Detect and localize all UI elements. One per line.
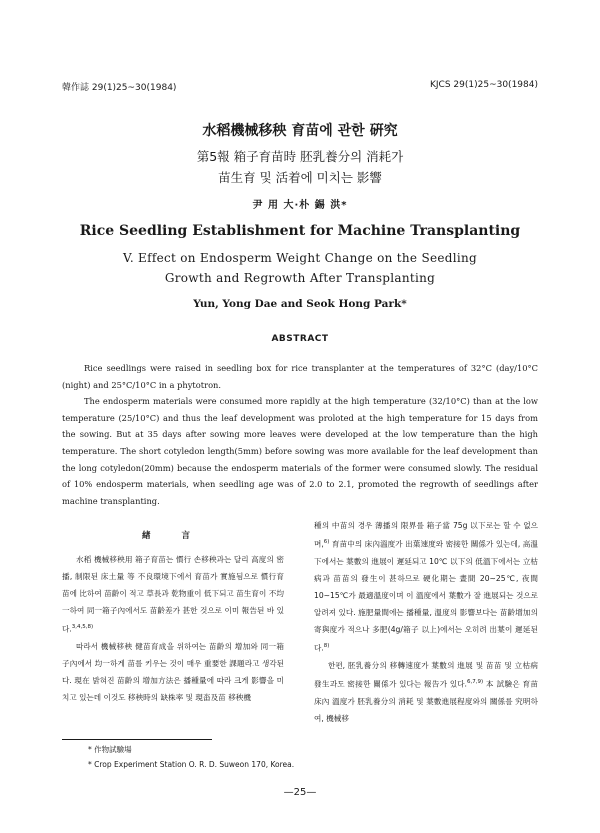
- intro-paragraph-4: [314, 657, 538, 727]
- abstract-body: [62, 360, 538, 509]
- authors-korean: 尹 用 大·朴 錫 洪*: [252, 200, 348, 211]
- intro-paragraph-1-text: 水稻 機械移秧用 箱子育苗는 慣行 손移秧과는 달리 高度의 密播, 制限된 床土量 等 不良環境下에서 育苗가 實施됨으로 慣行育苗에 比하여 苗齡이 적고 草長과 乾物重이 低下되고 苗生育이 不均一하여 同一箱子內에서도 苗齡差가 甚한 것으로 이미 報告된 바 있다.: [62, 555, 284, 634]
- footnote-affiliation-ko: * 作物試驗場: [88, 745, 132, 754]
- intro-left-column: [62, 528, 284, 706]
- title-english-line2: V. Effect on Endosperm Weight Change on the Seedling: [122, 251, 478, 265]
- intro-right-column: [314, 517, 538, 727]
- ref-superscript: 8): [323, 643, 330, 650]
- title-korean-line2: 第5報 箱子育苗時 胚乳養分의 消耗가: [196, 149, 404, 164]
- intro-paragraph-2: 따라서 機械移秧 健苗育成을 위하여는 苗齡의 增加와 同一箱子內에서 均一하게 苗를 키우는 것이 매우 重要한 課題라고 생각된다. 現在 밝혀진 苗齡의 增加方法은 播種量에 따라 크게 影響을 미치고 있는데 이것도 移秧時의 缺株率 및 現畓及苗 移秧機: [62, 642, 284, 703]
- intro-paragraph-3-text-b: 育苗中의 床內溫度가 出葉速度와 密接한 關係가 있는데, 高溫下에서는 葉數의 進展이 遲延되고 10℃ 以下의 低溫下에서는 立枯病과 苗苗의 發生이 甚하므로 硬化期는 晝間 20~25℃, 夜間 10~15℃가 最適溫度이며 이 溫度에서 葉數가 잘 進展되는 것으로 알려져 있다. 施肥量間에는 播種量, 溫度의 影響보다는 苗齡增加의 寄與度가 적으나 多肥(4g/箱子 以上)에서는 오히려 出葉이 遲延된다.: [314, 539, 538, 653]
- title-english-line1: Rice Seedling Establishment for Machine Transplanting: [79, 223, 521, 239]
- page-number: —25—: [283, 787, 317, 798]
- abstract-paragraph-2: The endosperm materials were consumed more rapidly at the high temperature (32/10°C) than at the low temperature (25/10°C) and thus the leaf development was proloted at the high temperature for 15 days from the sowing. But at 35 days after sowing more leaves were developed at the low temperature than the high temperature. The short cotyledon length(5mm) before sowing was more available for the leaf development than the long cotyledon(20mm) because the endosperm materials of the former were consumed slowly. The residual of 10% endosperm materials, when seedling age was of 2.0 to 2.1, promoted the regrowth of seedlings after machine transplanting.: [62, 396, 538, 506]
- ref-superscript: 6,7,9): [466, 678, 484, 685]
- authors-english: Yun, Yong Dae and Seok Hong Park*: [193, 298, 407, 310]
- intro-paragraph-4-text-a: 한편, 胚乳養分의 移轉速度가 葉數의 進展 및 苗苗 및 立枯病 發生과도 密接한 關係가 있다는 報告가 있다.: [314, 660, 538, 689]
- intro-paragraph-3-text-a: 種의 中苗의 경우 薄播의 限界를 箱子當 75g 以下로는 할 수 없으며,: [314, 521, 538, 549]
- ref-superscript: 3,4,5,8): [71, 624, 94, 631]
- abstract-paragraph-1: Rice seedlings were raised in seedling box for rice transplanter at the temperatures of 32°C (day/10°C (night) and 25°C/10°C in a phytotron.: [62, 363, 538, 390]
- journal-citation-en: KJCS 29(1)25~30(1984): [430, 80, 538, 90]
- ref-superscript: 6): [323, 539, 330, 546]
- intro-paragraph-3: [314, 517, 538, 657]
- title-english-line3: Growth and Regrowth After Transplanting: [164, 271, 436, 285]
- intro-paragraph-1: [62, 551, 284, 638]
- intro-heading: 緖 言: [142, 531, 204, 541]
- abstract-heading: ABSTRACT: [271, 334, 329, 344]
- journal-citation-ko: 韓作誌 29(1)25~30(1984): [62, 83, 177, 93]
- intro-paragraph-4-text-b: 本 試驗은 育苗床內 溫度가 胚乳養分의 消耗 및 葉數進展程度와의 關係를 究明하여, 機械移: [314, 679, 539, 723]
- footnote-rule: [62, 739, 212, 740]
- title-korean-line1: 水稻機械移秧 育苗에 관한 硏究: [202, 123, 398, 139]
- footnote-affiliation-en: * Crop Experiment Station O. R. D. Suweon 170, Korea.: [88, 760, 295, 769]
- title-korean-line3: 苗生育 및 活着에 미치는 影響: [218, 170, 382, 185]
